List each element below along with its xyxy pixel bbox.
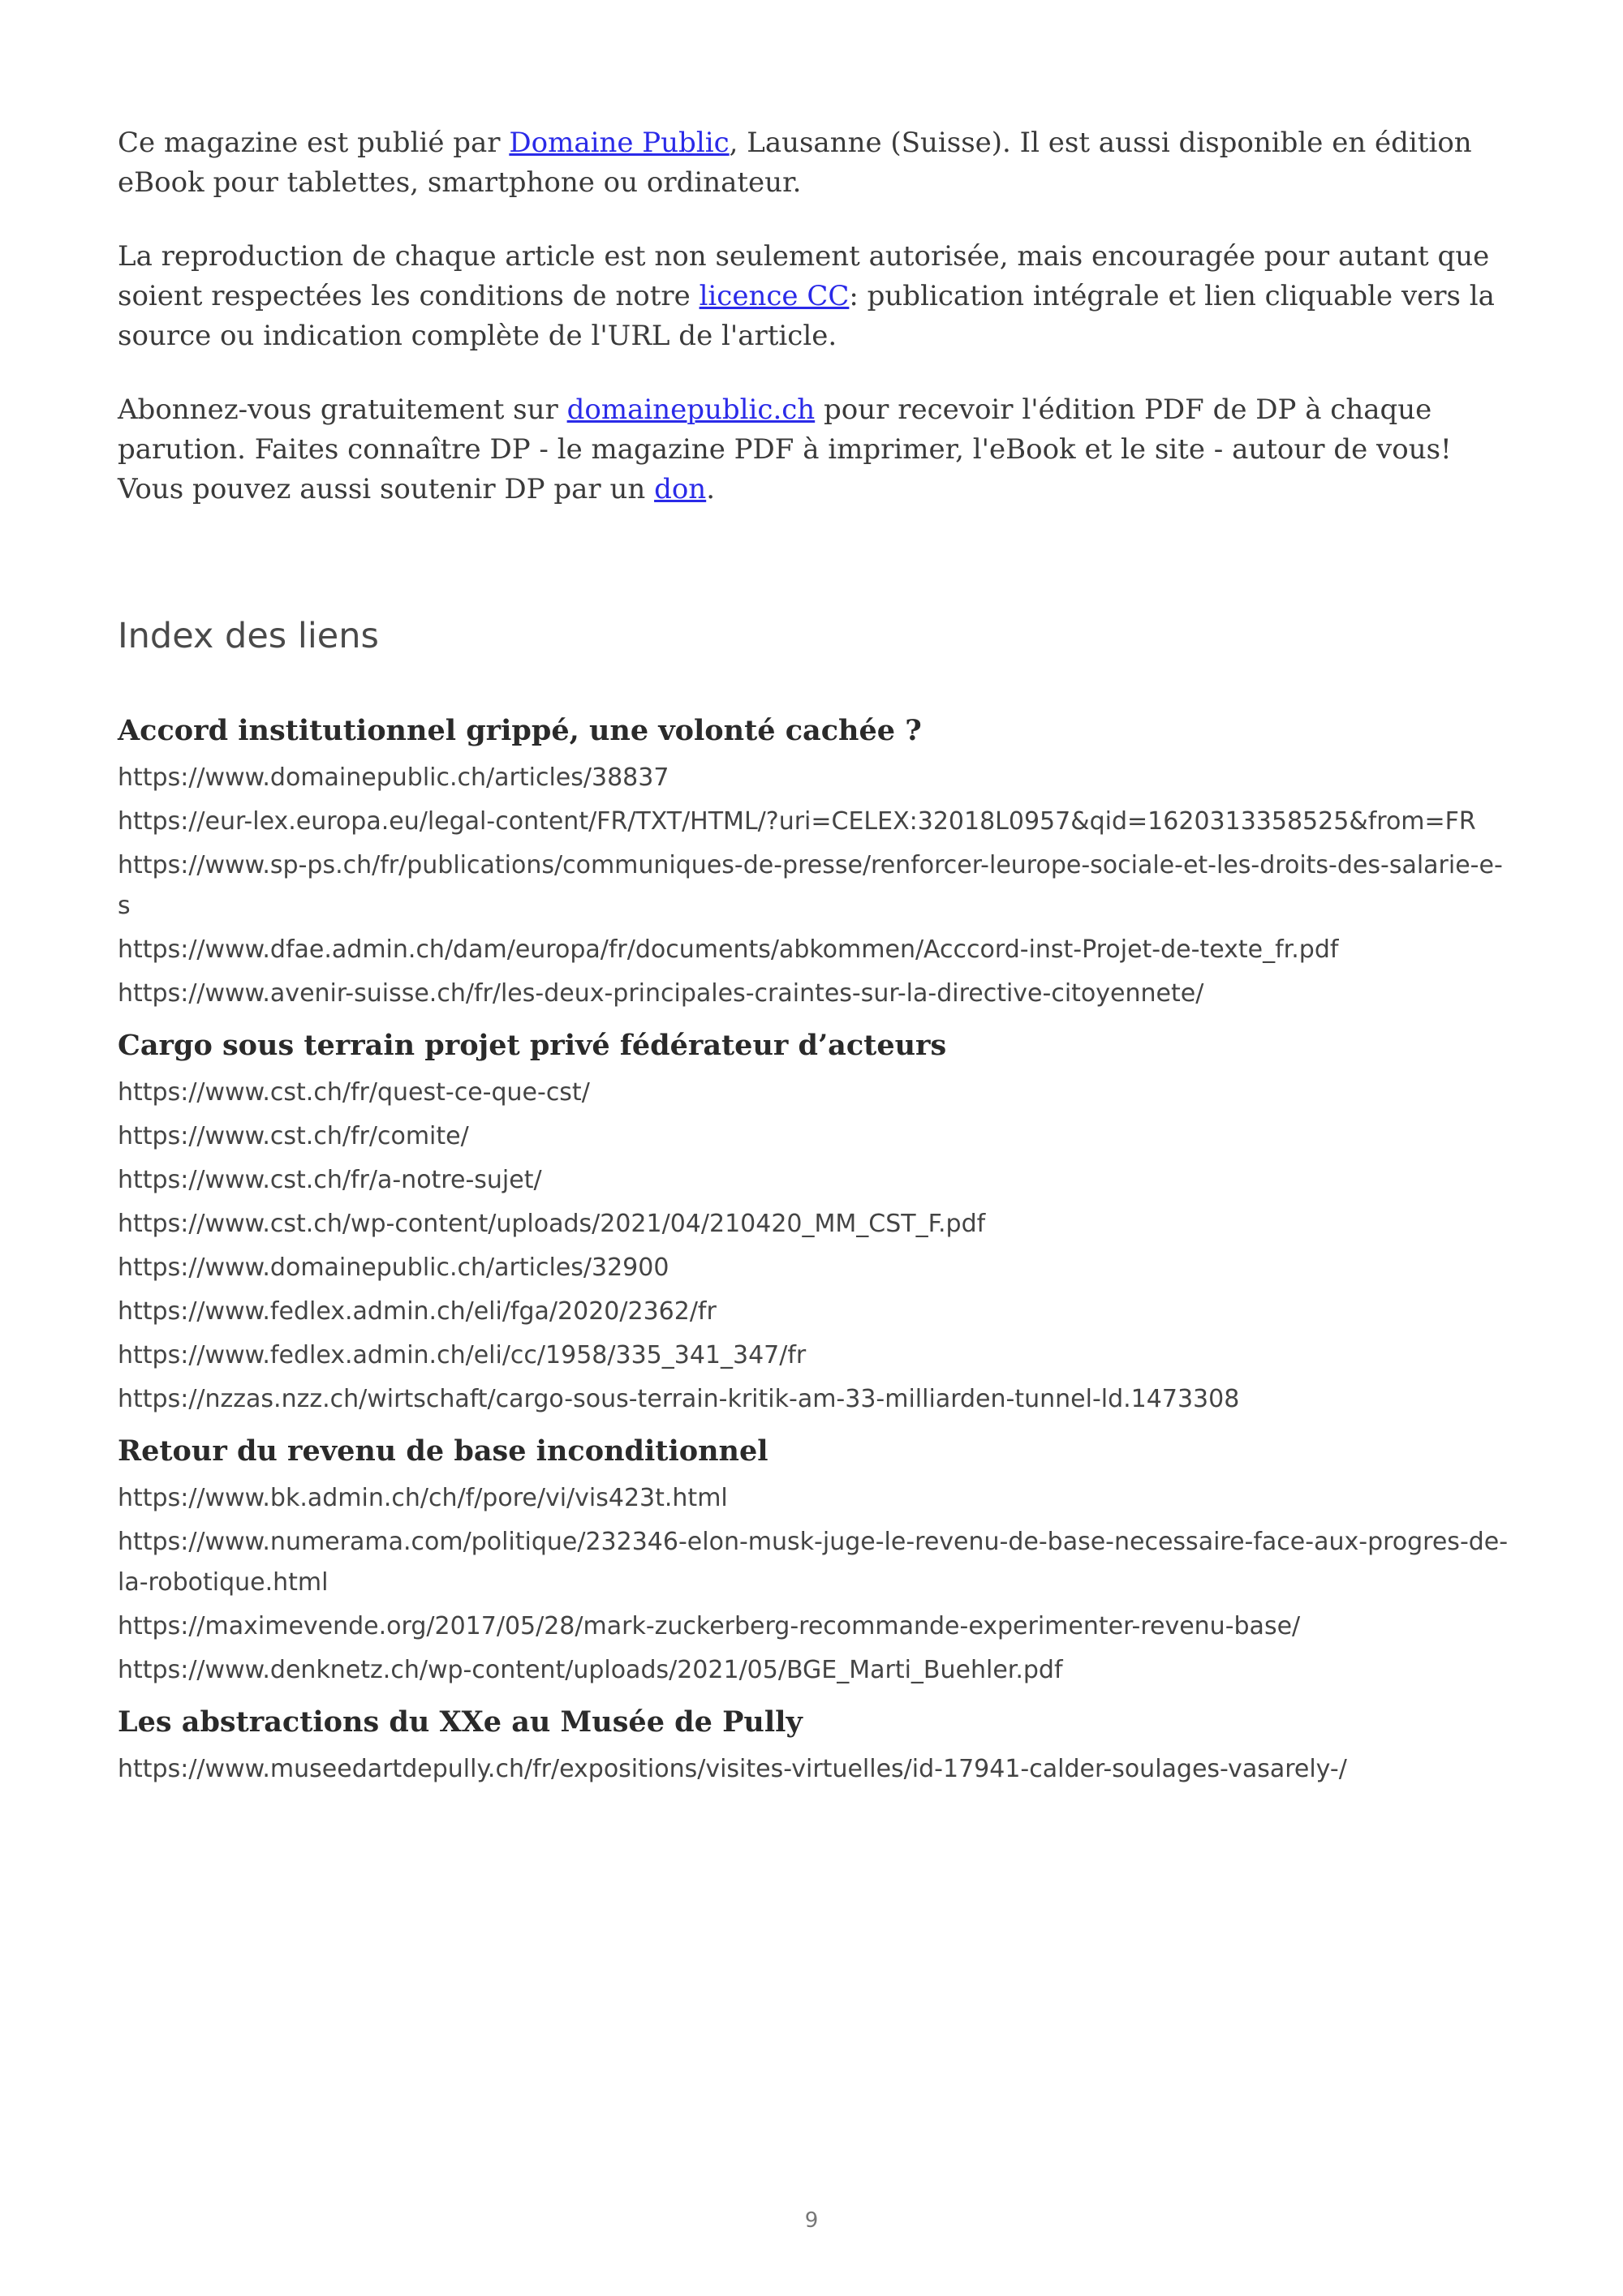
intro-p3-before: Abonnez-vous gratuitement sur xyxy=(118,393,567,426)
intro-paragraph-license xyxy=(118,237,1513,356)
index-link[interactable]: https://www.cst.ch/wp-content/uploads/2021/04/210420_MM_CST_F.pdf xyxy=(118,1210,986,1238)
section-title: Les abstractions du XXe au Musée de Pully xyxy=(118,1705,803,1739)
section-title: Cargo sous terrain projet privé fédérateur d’acteurs xyxy=(118,1029,947,1062)
index-link[interactable]: https://www.cst.ch/fr/comite/ xyxy=(118,1122,469,1150)
index-link[interactable]: https://www.museedartdepully.ch/fr/expositions/visites-virtuelles/id-17941-calder-soulages-vasarely-/ xyxy=(118,1755,1347,1783)
intro-p3-after: . xyxy=(706,473,716,505)
page-content xyxy=(118,123,1513,1801)
index-link[interactable]: https://www.numerama.com/politique/232346-elon-musk-juge-le-revenu-de-base-necessaire-face-aux-progres-de-la-robotique.html xyxy=(118,1528,1509,1597)
index-link[interactable]: https://www.domainepublic.ch/articles/38837 xyxy=(118,763,669,792)
section-title: Accord institutionnel grippé, une volonté cachée ? xyxy=(118,714,922,747)
index-section xyxy=(118,711,1513,1014)
index-link[interactable]: https://maximevende.org/2017/05/28/mark-zuckerberg-recommande-experimenter-revenu-base/ xyxy=(118,1612,1301,1640)
index-link[interactable]: https://www.bk.admin.ch/ch/f/pore/vi/vis423t.html xyxy=(118,1484,728,1512)
index-link[interactable]: https://www.fedlex.admin.ch/eli/fga/2020/2362/fr xyxy=(118,1297,717,1326)
licence-cc-link[interactable]: licence CC xyxy=(699,280,850,312)
donation-link[interactable]: don xyxy=(654,473,707,505)
index-sections xyxy=(118,711,1513,1790)
index-section xyxy=(118,1431,1513,1691)
intro-paragraph-publisher xyxy=(118,123,1513,203)
intro-p2-after: : publication intégrale et lien cliquable vers la source ou indication complète de l'URL de l'article. xyxy=(118,280,1495,352)
index-link[interactable]: https://www.sp-ps.ch/fr/publications/communiques-de-presse/renforcer-leurope-sociale-et-les-droits-des-salarie-e-s xyxy=(118,851,1503,920)
intro-p1-after: , Lausanne (Suisse). Il est aussi disponible en édition eBook pour tablettes, smartphone ou ordinateur. xyxy=(118,127,1472,199)
domaine-public-link[interactable]: Domaine Public xyxy=(509,127,730,159)
index-link[interactable]: https://www.cst.ch/fr/quest-ce-que-cst/ xyxy=(118,1078,590,1107)
index-link[interactable]: https://eur-lex.europa.eu/legal-content/FR/TXT/HTML/?uri=CELEX:32018L0957&qid=1620313358525&from=FR xyxy=(118,807,1476,836)
domainepublic-site-link[interactable]: domainepublic.ch xyxy=(566,393,816,426)
index-link[interactable]: https://www.fedlex.admin.ch/eli/cc/1958/335_341_347/fr xyxy=(118,1341,807,1369)
index-section xyxy=(118,1702,1513,1790)
intro-p3-middle: pour recevoir l'édition PDF de DP à chaque parution. Faites connaître DP - le magazine PDF à imprimer, l'eBook et le site - autour de vous! Vous pouvez aussi soutenir DP par un xyxy=(118,393,1452,505)
intro-p1-before: Ce magazine est publié par xyxy=(118,127,510,159)
intro-p2-before: La reproduction de chaque article est non seulement autorisée, mais encouragée pour autant que soient respectées les conditions de notre xyxy=(118,240,1490,312)
index-link[interactable]: https://www.dfae.admin.ch/dam/europa/fr/documents/abkommen/Acccord-inst-Projet-de-texte_fr.pdf xyxy=(118,935,1339,964)
index-link[interactable]: https://www.denknetz.ch/wp-content/uploads/2021/05/BGE_Marti_Buehler.pdf xyxy=(118,1656,1063,1684)
index-link[interactable]: https://www.domainepublic.ch/articles/32900 xyxy=(118,1253,669,1282)
page-number: 9 xyxy=(804,2208,819,2233)
index-section xyxy=(118,1025,1513,1420)
index-link[interactable]: https://www.avenir-suisse.ch/fr/les-deux-principales-craintes-sur-la-directive-citoyennete/ xyxy=(118,979,1204,1008)
index-link[interactable]: https://www.cst.ch/fr/a-notre-sujet/ xyxy=(118,1166,542,1194)
index-title: Index des liens xyxy=(118,616,379,656)
intro-paragraph-subscribe xyxy=(118,390,1513,510)
section-title: Retour du revenu de base inconditionnel xyxy=(118,1434,768,1468)
index-link[interactable]: https://nzzas.nzz.ch/wirtschaft/cargo-sous-terrain-kritik-am-33-milliarden-tunnel-ld.1473308 xyxy=(118,1385,1240,1413)
